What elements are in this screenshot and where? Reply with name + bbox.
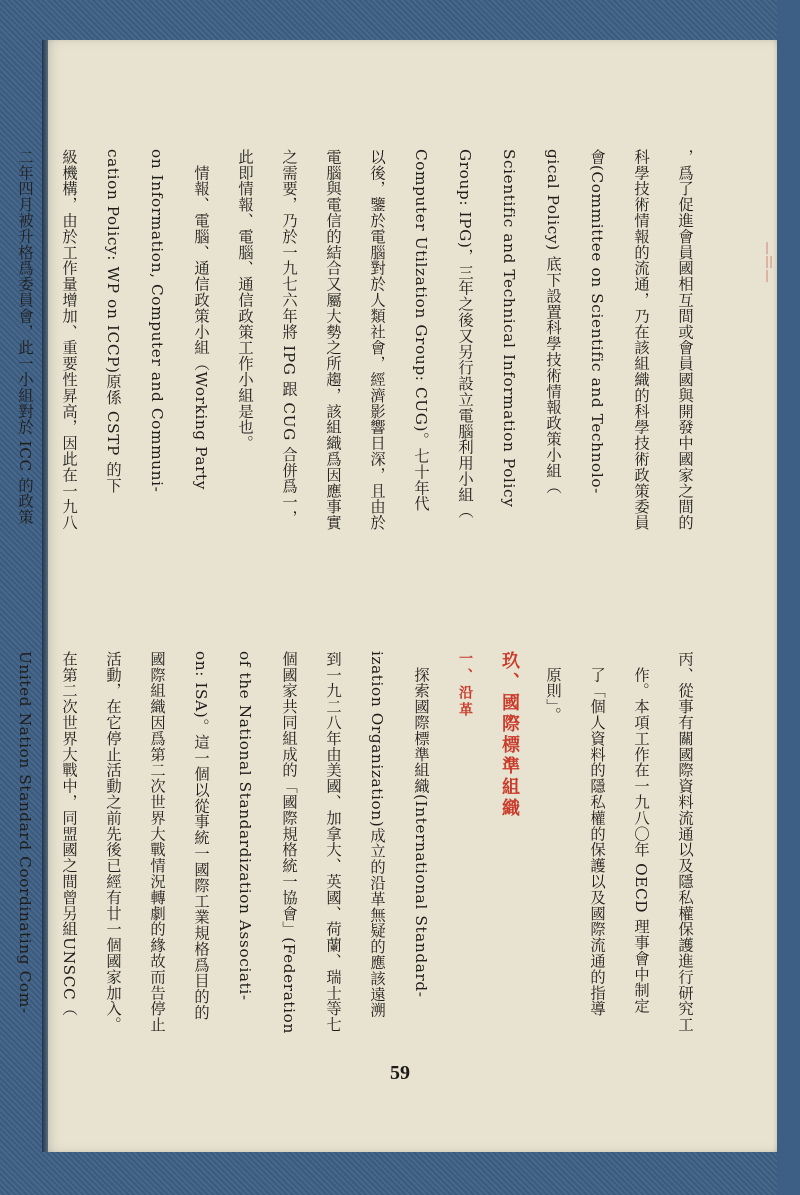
upper-column: gical Policy) 底下設置科學技術情報政策小組（: [544, 148, 562, 495]
upper-column: Computer Utilzation Group: CUG)。七十年代: [412, 148, 430, 512]
upper-column: 級機構，由於工作量增加、重要性昇高，因此在一九八: [60, 148, 78, 531]
lower-intro-column: 作。本項工作在一九八〇年 OECD 理事會中制定: [632, 650, 650, 1015]
history-column: United Nation Standard Coordinating Com-: [16, 650, 34, 1014]
history-column: of the National Standardization Associati-: [236, 650, 254, 1001]
history-column: 國際組織因爲第二次世界大戰情況轉劇的緣故而告停止: [148, 650, 166, 1033]
right-cover-edge: [777, 0, 800, 1195]
lower-text-block: [16, 640, 718, 1050]
upper-text-block: [16, 138, 718, 623]
upper-column: Group: IPG)，三年之後又另行設立電腦利用小組（: [456, 148, 474, 519]
subsection-heading-history: 一、沿革: [457, 650, 473, 719]
upper-column: 之需要，乃於一九七六年將 IPG 跟 CUG 合併爲一，: [280, 148, 298, 526]
section-heading: 玖、國際標準組織: [499, 650, 520, 819]
page-number: 59: [390, 1062, 410, 1084]
upper-column: cation Policy: WP on ICCP)原係 CSTP 的下: [104, 148, 122, 494]
lower-intro-column: 原則」。: [544, 650, 562, 723]
upper-column: 情報、電腦、通信政策小組（Working Party: [192, 148, 210, 491]
history-column: 個國家共同組成的「國際規格統一協會」(Federation: [280, 650, 298, 1034]
upper-column: on Information, Computer and Communi-: [148, 148, 166, 493]
upper-column: 以後，鑒於電腦對於人類社會，經濟影響日深，且由於: [368, 148, 386, 531]
page-gutter: [42, 40, 48, 1152]
upper-column: ，爲了促進會員國相互間或會員國與開發中國家之間的: [676, 148, 694, 531]
history-column: on: ISA)。這一個以從事統一國際工業規格爲目的的: [192, 650, 210, 1021]
lower-intro-column: 丙、從事有關國際資料流通以及隱私權保護進行研究工: [676, 650, 694, 1033]
history-column: 探索國際標準組織(International Standard-: [412, 650, 430, 998]
upper-column: 二年四月被升格爲委員會，此一小組對於 ICC 的政策: [16, 148, 34, 526]
history-column: 在第二次世界大戰中，同盟國之間曾另組UNSCC（: [60, 650, 78, 1017]
upper-column: 科學技術情報的流通，乃在該組織的科學技術政策委員: [632, 148, 650, 531]
upper-column: 電腦與電信的結合又屬大勢之所趨，該組織爲因應事實: [324, 148, 342, 531]
upper-column: 此即情報、電腦、通信政策工作小組是也。: [236, 148, 254, 452]
history-column: 活動，在它停止活動之前先後已經有廿一個國家加入。: [104, 650, 122, 1033]
upper-column: Scientific and Technical Information Policy: [500, 148, 518, 508]
history-column: ization Organization)成立的沿革無疑的應該遠溯: [368, 650, 386, 1019]
upper-column: 會(Committee on Scientific and Technolo-: [588, 148, 606, 494]
lower-intro-column: 了「個人資料的隱私權的保護以及國際流通的指導: [588, 650, 606, 1017]
history-column: 到一九二八年由美國、加拿大、英國、荷蘭、瑞士等七: [324, 650, 342, 1033]
margin-ink-mark: | || |: [765, 240, 774, 282]
